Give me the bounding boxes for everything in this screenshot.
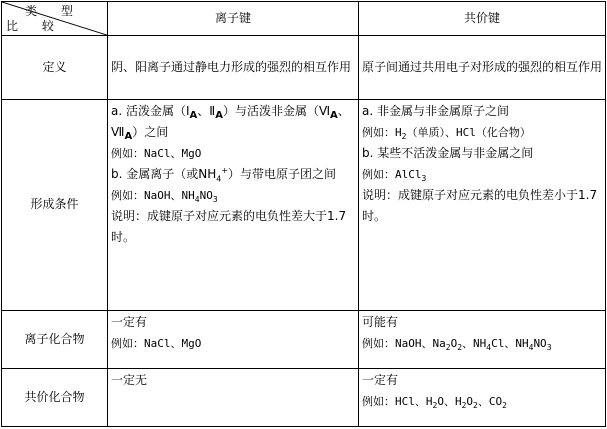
covalent-compound-covalent-line1: 一定有 xyxy=(362,372,399,387)
ionic-condition-a: a. 活泼金属（$Ⅰ_A$、$Ⅱ_A$）与活泼非金属（$Ⅵ_A$、$Ⅶ_A$）之间 xyxy=(111,104,350,143)
covalent-compound-ionic xyxy=(108,368,359,426)
covalent-compound-covalent xyxy=(359,368,606,426)
ionic-compound-covalent-examples: 例如：NaOH、$Na_2O_2$、$NH_4Cl$、$NH_4NO_3$ xyxy=(362,336,552,352)
label-covalent-compound: 共价化合物 xyxy=(2,368,108,426)
ionic-compound-ionic xyxy=(108,310,359,368)
ionic-example-1: 例如：NaCl、MgO xyxy=(111,147,202,161)
ionic-condition-b: b. 金属离子（或$NH_4^+$）与带电原子团之间 xyxy=(111,166,337,184)
ionic-conditions xyxy=(108,100,359,310)
row-definition xyxy=(2,36,606,100)
row-covalent-compound xyxy=(2,368,606,426)
row-ionic-compound xyxy=(2,310,606,368)
label-definition: 定义 xyxy=(2,36,108,100)
covalent-compound-examples: 例如：HCl、$H_2O$、$H_2O_2$、$CO_2$ xyxy=(362,394,507,411)
ionic-note: 说明：成键原子对应元素的电负性差大于1.7时。 xyxy=(111,209,347,245)
header-row xyxy=(2,2,606,36)
covalent-conditions xyxy=(359,100,606,310)
label-ionic-compound: 离子化合物 xyxy=(2,310,108,368)
corner-bottom-label: 比 较 xyxy=(6,19,64,34)
ionic-compound-ionic-line1: 一定有 xyxy=(111,314,148,329)
corner-header-cell xyxy=(2,2,108,36)
covalent-example-2: 例如：AlCl$_3$ xyxy=(362,168,427,184)
covalent-condition-a: a. 非金属与非金属原子之间 xyxy=(362,104,509,119)
header-ionic-bond: 离子键 xyxy=(108,2,359,36)
label-conditions: 形成条件 xyxy=(2,100,108,310)
ionic-example-2: 例如：NaOH、$NH_4NO_3$ xyxy=(111,189,218,205)
covalent-definition: 原子间通过共用电子对形成的强烈的相互作用 xyxy=(359,36,606,100)
ionic-compound-covalent xyxy=(359,310,606,368)
ionic-compound-covalent-line1: 可能有 xyxy=(362,314,399,329)
covalent-note: 说明：成键原子对应元素的电负性差小于1.7时。 xyxy=(362,188,598,224)
row-conditions xyxy=(2,100,606,310)
covalent-condition-b: b. 某些不活泼金属与非金属之间 xyxy=(362,146,534,161)
corner-top-label: 类 型 xyxy=(25,4,83,18)
ionic-definition: 阴、阳离子通过静电力形成的强烈的相互作用 xyxy=(108,36,359,100)
ionic-compound-ionic-line2: 例如：NaCl、MgO xyxy=(111,336,202,350)
header-covalent-bond: 共价键 xyxy=(359,2,606,36)
covalent-compound-ionic-line1: 一定无 xyxy=(111,372,148,387)
comparison-table xyxy=(1,1,606,427)
covalent-example-1: 例如：$H_2$（单质）、HCl（化合物） xyxy=(362,126,531,142)
